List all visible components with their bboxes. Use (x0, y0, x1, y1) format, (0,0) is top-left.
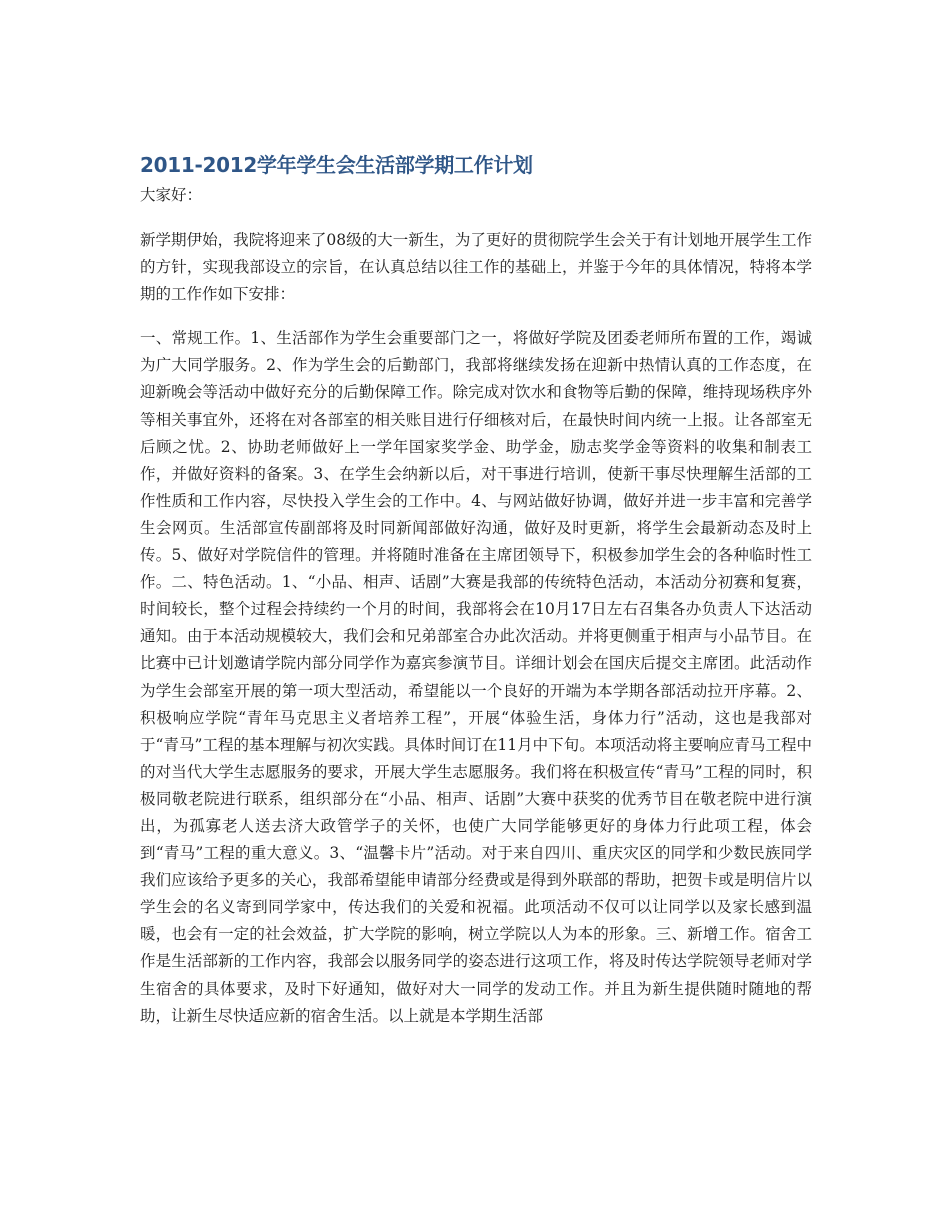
body-paragraph: 一、常规工作。1、生活部作为学生会重要部门之一，将做好学院及团委老师所布置的工作，竭诚为广大同学服务。2、作为学生会的后勤部门，我部将继续发扬在迎新中热情认真的工作态度，在迎新晚会等活动中做好充分的后勤保障工作。除完成对饮水和食物等后勤的保障，维持现场秩序外等相关事宜外，还将在对各部室的相关账目进行仔细核对后，在最快时间内统一上报。让各部室无后顾之忧。2、协助老师做好上一学年国家奖学金、助学金，励志奖学金等资料的收集和制表工作，并做好资料的备案。3、在学生会纳新以后，对干事进行培训，使新干事尽快理解生活部的工作性质和工作内容，尽快投入学生会的工作中。4、与网站做好协调，做好并进一步丰富和完善学生会网页。生活部宣传副部将及时同新闻部做好沟通，做好及时更新，将学生会最新动态及时上传。5、做好对学院信件的管理。并将随时准备在主席团领导下，积极参加学生会的各种临时性工作。二、特色活动。1、“小品、相声、话剧”大赛是我部的传统特色活动，本活动分初赛和复赛，时间较长，整个过程会持续约一个月的时间，我部将会在10月17日左右召集各办负责人下达活动通知。由于本活动规模较大，我们会和兄弟部室合办此次活动。并将更侧重于相声与小品节目。在比赛中已计划邀请学院内部分同学作为嘉宾参演节目。详细计划会在国庆后提交主席团。此活动作为学生会部室开展的第一项大型活动，希望能以一个良好的开端为本学期各部活动拉开序幕。2、积极响应学院“青年马克思主义者培养工程”，开展“体验生活，身体力行”活动，这也是我部对于“青马”工程的基本理解与初次实践。具体时间订在11月中下旬。本项活动将主要响应青马工程中的对当代大学生志愿服务的要求，开展大学生志愿服务。我们将在积极宣传“青马”工程的同时，积极同敬老院进行联系，组织部分在“小品、相声、话剧”大赛中获奖的优秀节目在敬老院中进行演出，为孤寡老人送去济大政管学子的关怀，也使广大同学能够更好的身体力行此项工程，体会到“青马”工程的重大意义。3、“温馨卡片”活动。对于来自四川、重庆灾区的同学和少数民族同学我们应该给予更多的关心，我部希望能申请部分经费或是得到外联部的帮助，把贺卡或是明信片以学生会的名义寄到同学家中，传达我们的关爱和祝福。此项活动不仅可以让同学以及家长感到温暖，也会有一定的社会效益，扩大学院的影响，树立学院以人为本的形象。三、新增工作。宿舍工作是生活部新的工作内容，我部会以服务同学的姿态进行这项工作，将及时传达学院领导老师对学生宿舍的具体要求，及时下好通知，做好对大一同学的发动工作。并且为新生提供随时随地的帮助，让新生尽快适应新的宿舍生活。以上就是本学期生活部 (140, 329, 812, 1025)
greeting-line: 大家好： (140, 186, 203, 204)
document-title: 2011-2012学年学生会生活部学期工作计划 (140, 153, 533, 177)
document-content (140, 150, 812, 1047)
intro-paragraph: 新学期伊始，我院将迎来了08级的大一新生，为了更好的贯彻院学生会关于有计划地开展学生工作的方针，实现我部设立的宗旨，在认真总结以往工作的基础上，并鉴于今年的具体情况，特将本学期的工作作如下安排： (140, 231, 812, 304)
